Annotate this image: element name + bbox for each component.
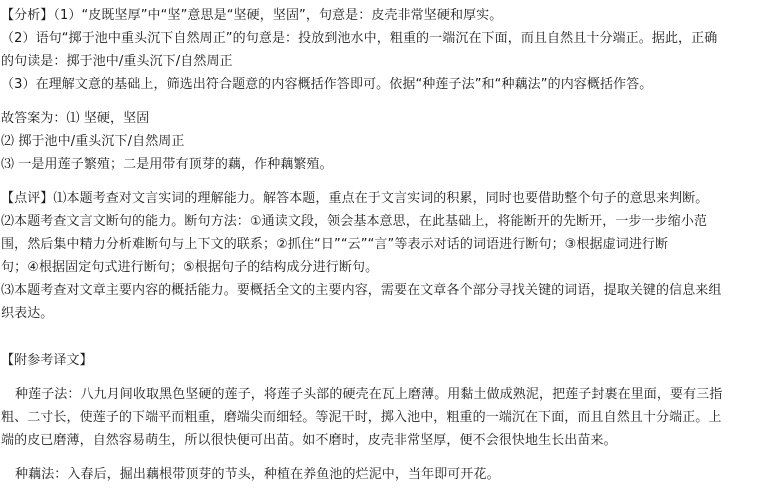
translation-section bbox=[1, 349, 780, 486]
translation-line-2: 粗、二寸长，使莲子的下端平而粗重，磨端尖而细轻。等泥干时，掷入池中，粗重的一端沉在下面，而且自然且十分端正。上 bbox=[1, 410, 722, 425]
analysis-line-1: 【分析】（1）“皮既坚厚”中“坚”意思是“坚硬，坚固”，句意是：皮壳非常坚硬和厚实。 bbox=[1, 8, 503, 23]
answer-section bbox=[1, 107, 780, 176]
translation-line-1: 种莲子法：八九月间收取黑色坚硬的莲子，将莲子头部的硬壳在瓦上磨薄。用黏土做成熟泥，把莲子封裹在里面，要有三指 bbox=[15, 387, 723, 402]
translation-line-3: 端的皮已磨薄，自然容易萌生，所以很快便可出苗。如不磨时，皮壳非常坚厚，便不会很快地生长出苗来。 bbox=[1, 433, 617, 448]
comment-line-1: 【点评】⑴本题考查对文言实词的理解能力。解答本题，重点在于文言实词的积累，同时也要借助整个句子的意思来判断。 bbox=[1, 191, 709, 206]
comment-line-4: 句；④根据固定句式进行断句；⑤根据句子的结构成分进行断句。 bbox=[1, 260, 379, 275]
comment-line-3: 围，然后集中精力分析难断句与上下文的联系；②抓住“日”“云”“言”等表示对话的词语进行断句；③根据虚词进行断 bbox=[1, 237, 669, 252]
answer-line-3: ⑶ 一是用莲子繁殖；二是用带有顶芽的藕，作种藕繁殖。 bbox=[1, 157, 333, 172]
answer-line-1: 故答案为：⑴ 坚硬，坚固 bbox=[1, 111, 150, 126]
comment-line-6: 织表达。 bbox=[1, 306, 54, 321]
comment-line-2: ⑵本题考查文言文断句的能力。断句方法：①通读文段，领会基本意思，在此基础上，将能断开的先断开，一步一步缩小范 bbox=[1, 214, 708, 229]
answer-line-2: ⑵ 掷于池中/重头沉下/自然周正 bbox=[1, 134, 185, 149]
comment-section bbox=[1, 187, 780, 325]
analysis-line-3: 的句读是：掷于池中/重头沉下/自然周正 bbox=[1, 54, 233, 69]
translation-line-4: 种藕法：入春后，掘出藕根带顶芽的节头，种植在养鱼池的烂泥中，当年即可开花。 bbox=[15, 467, 500, 482]
translation-heading: 【附参考译文】 bbox=[1, 353, 93, 368]
comment-line-5: ⑶本题考查对文章主要内容的概括能力。要概括全文的主要内容，需要在文章各个部分寻找关键的词语，提取关键的信息来组 bbox=[1, 283, 722, 298]
analysis-section bbox=[1, 4, 780, 96]
analysis-line-4: （3）在理解文意的基础上，筛选出符合题意的内容概括作答即可。依据“种莲子法”和“种藕法”的内容概括作答。 bbox=[1, 77, 653, 92]
analysis-line-2: （2）语句“掷于池中重头沉下自然周正”的句意是：投放到池水中，粗重的一端沉在下面，而且自然且十分端正。据此，正确 bbox=[1, 31, 718, 46]
